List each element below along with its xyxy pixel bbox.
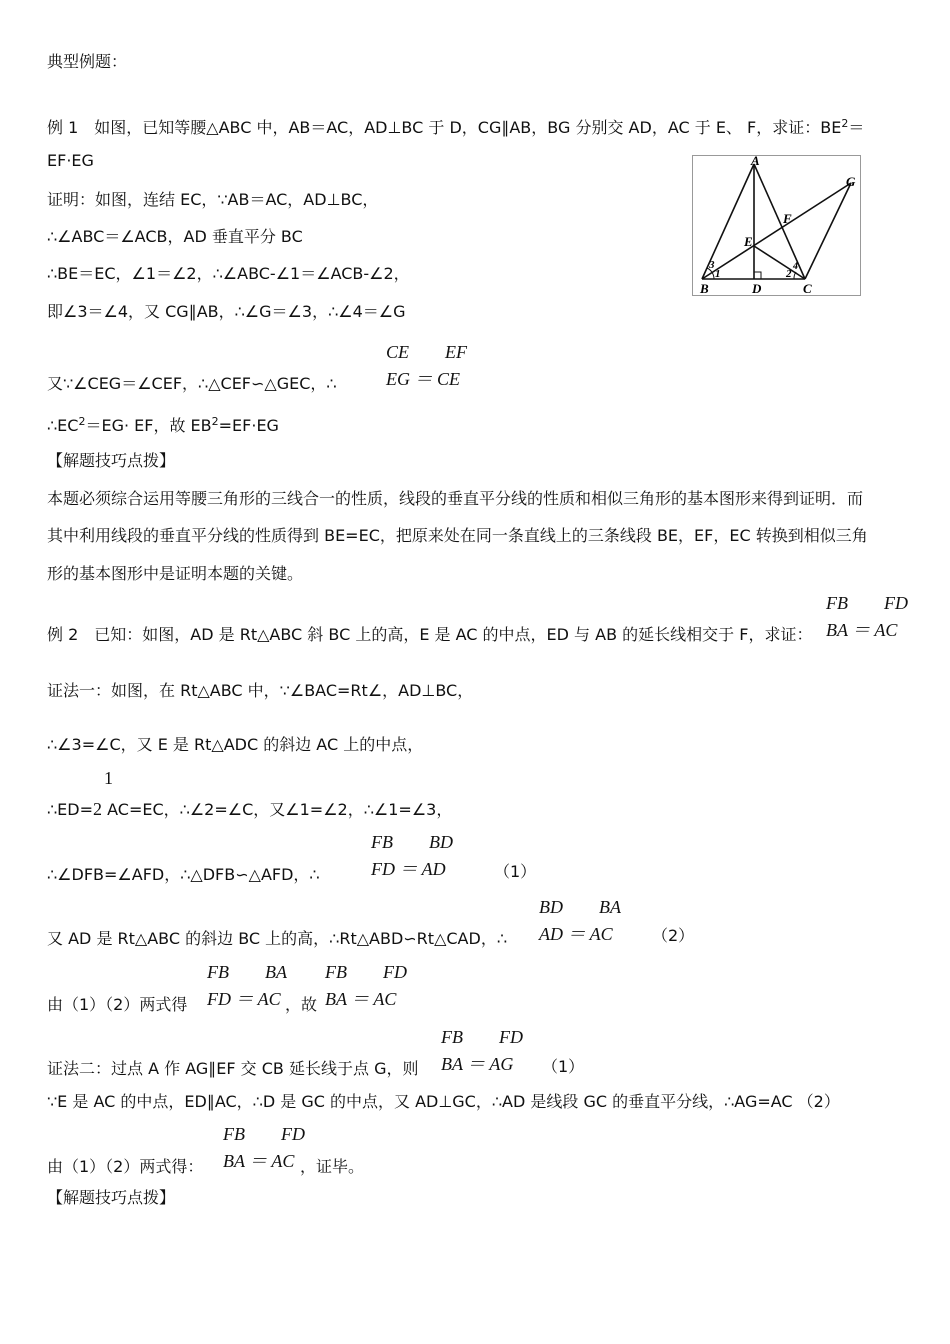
fraction-denominators: AD ＝ AC (539, 924, 613, 944)
label-e: E (744, 234, 753, 249)
text: =EF·EG (218, 416, 279, 435)
tip-paragraph: 本题必须综合运用等腰三角形的三线合一的性质，线段的垂直平分线的性质和相似三角形的基本图形来得到证明．而 (47, 489, 864, 508)
proof-line (47, 799, 452, 820)
fraction-denominators: EG ＝ CE (386, 369, 460, 389)
label-d: D (752, 281, 762, 296)
fraction-denominators: BA ＝ AG (441, 1054, 514, 1074)
proof-line: 即∠3＝∠4，又 CG∥AB，∴∠G＝∠3，∴∠4＝∠G (47, 302, 406, 321)
text: AC=EC，∴∠2=∠C，又∠1=∠2，∴∠1=∠3， (107, 800, 453, 819)
tip-paragraph: 形的基本图形中是证明本题的关键。 (47, 564, 304, 583)
label-angle-4: 4 (793, 261, 798, 272)
proof-line: ∴∠3=∠C，又 E 是 Rt△ADC 的斜边 AC 上的中点， (47, 735, 424, 754)
example-1-statement (47, 114, 864, 138)
fraction-numerator: 1 (104, 768, 113, 788)
proof-line: 由（1）（2）两式得： (47, 1157, 204, 1176)
superscript: 2 (841, 117, 849, 130)
superscript: 2 (211, 415, 219, 428)
proof-line: ∴∠ABC＝∠ACB，AD 垂直平分 BC (47, 227, 303, 246)
text: ∴ED= (47, 800, 94, 819)
section-heading: 典型例题： (47, 52, 128, 71)
fraction-denominator: 2 (93, 799, 103, 819)
label-g: G (846, 174, 856, 189)
fraction-denominators: FD ＝ AC (207, 989, 281, 1009)
proof-line: 由（1）（2）两式得 (47, 995, 188, 1014)
fraction-numerators: FB BA (207, 962, 287, 982)
angle-mark (794, 272, 796, 279)
proof-line: ∴BE＝EC，∠1＝∠2，∴∠ABC-∠1＝∠ACB-∠2， (47, 264, 410, 283)
proof-line: 证法一：如图，在 Rt△ABC 中，∵∠BAC=Rt∠，AD⊥BC， (47, 681, 474, 700)
ex1-text: 例 1 如图，已知等腰△ABC 中，AB＝AC，AD⊥BC 于 D，CG∥AB，BG 分别交 AD，AC 于 E、 F，求证：BE (47, 118, 842, 137)
text: ∴EC (47, 416, 79, 435)
label-b: B (700, 281, 709, 296)
fraction-denominators: FD ＝ AD (371, 859, 446, 879)
label-angle-1: 1 (715, 268, 721, 280)
tip-heading: 【解题技巧点拨】 (47, 451, 176, 470)
fraction-denominators: BA ＝ AC (325, 989, 397, 1009)
right-angle-mark (754, 272, 761, 279)
label-f: F (783, 211, 792, 226)
text: ，证毕。 (300, 1157, 365, 1176)
proof-line: 又 AD 是 Rt△ABC 的斜边 BC 上的高，∴Rt△ABD∽Rt△CAD，∴ (47, 929, 507, 948)
example-2-statement: 例 2 已知：如图，AD 是 Rt△ABC 斜 BC 上的高，E 是 AC 的中点，ED 与 AB 的延长线相交于 F，求证： (47, 625, 813, 644)
tip-heading: 【解题技巧点拨】 (47, 1188, 176, 1207)
fraction-numerators: FB FD (441, 1027, 523, 1047)
fraction-numerators: BD BA (539, 897, 621, 917)
fraction-numerators: FB BD (371, 832, 453, 852)
fraction-denominators: BA ＝ AC (826, 620, 898, 640)
proof-line: ∴∠DFB=∠AFD，∴△DFB∽△AFD，∴ (47, 865, 320, 884)
proof-line: 证法二：过点 A 作 AG∥EF 交 CB 延长线于点 G，则 (47, 1059, 419, 1078)
label-angle-3: 3 (709, 259, 715, 271)
proof-conclusion (47, 412, 279, 436)
proof-line: 证明：如图，连结 EC，∵AB＝AC，AD⊥BC， (47, 190, 379, 209)
fraction-numerators: FB FD (325, 962, 407, 982)
fraction-numerators: FB FD (826, 593, 908, 613)
proof-line: ∵E 是 AC 的中点，ED∥AC，∴D 是 GC 的中点，又 AD⊥GC，∴AD 是线段 GC 的垂直平分线，∴AG=AC （2） (47, 1092, 840, 1111)
example-1-statement-cont: EF·EG (47, 151, 94, 170)
ex1-text: ＝ (848, 118, 865, 137)
label-a: A (751, 155, 760, 168)
equation-number: （1） (494, 862, 537, 881)
equation-number: （1） (542, 1057, 585, 1076)
fraction-numerators: CE EF (386, 342, 467, 362)
tip-paragraph: 其中利用线段的垂直平分线的性质得到 BE=EC，把原来处在同一条直线上的三条线段 BE，EF，EC 转换到相似三角 (47, 526, 868, 545)
label-c: C (803, 281, 812, 296)
fraction-numerators: FB FD (223, 1124, 305, 1144)
text: ，故 (285, 995, 318, 1014)
geometry-figure (692, 155, 862, 297)
superscript: 2 (78, 415, 86, 428)
label-angle-2: 2 (786, 268, 792, 280)
proof-line: 又∵∠CEG＝∠CEF，∴△CEF∽△GEC，∴ (47, 374, 337, 393)
equation-number: （2） (652, 926, 695, 945)
fraction-denominators: BA ＝ AC (223, 1151, 295, 1171)
text: ＝EG· EF，故 EB (85, 416, 212, 435)
